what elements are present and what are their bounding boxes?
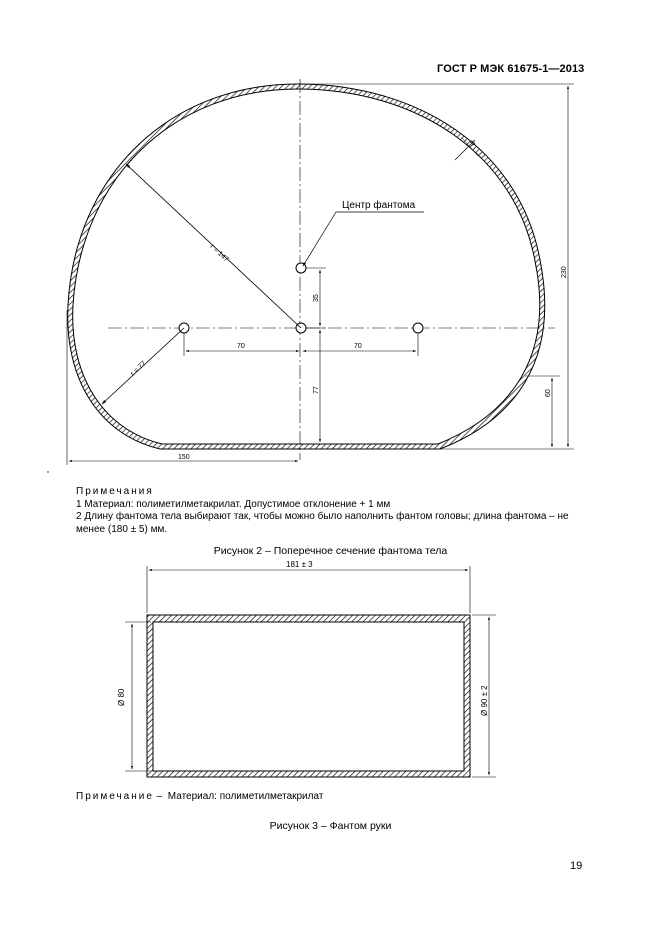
notes-title: Примечания [76,486,154,497]
dim-vert-77-label: 77 [313,386,320,394]
standard-header: ГОСТ Р МЭК 61675-1—2013 [437,63,585,75]
note-2: 2 Длину фантома тела выбирают так, чтобы можно было наполнить фантом головы; длина фантома – не менее (180 ± 5) мм. [76,511,569,535]
figure-3-note-dash: – [153,791,166,802]
radius-large-label: r = 147 [208,243,230,264]
hole-top [296,263,306,273]
figure-2-caption: Рисунок 2 – Поперечное сечение фантома тела [213,545,448,557]
dim-right-70-label: 70 [354,343,362,350]
page-number: 19 [570,860,583,872]
dim-outer-diameter-label: Ø 90 ± 2 [480,685,489,716]
figure-3-note-text: Материал: полиметилметакрилат [165,791,324,802]
center-lines [108,79,555,460]
callout-label: Центр фантома [342,200,416,211]
note-1: 1 Материал: полиметилметакрилат. Допустимое отклонение + 1 мм [76,499,391,510]
hole-right [413,323,423,333]
dim-width-150-label: 150 [178,454,190,461]
callout-leader [303,212,336,266]
dim-inner-diameter-label: Ø 80 [117,688,126,706]
figure-3-note-label: Примечание [76,791,154,802]
wall-label: 3 [469,139,478,148]
dim-height-60-label: 60 [545,389,552,397]
figure-3-note [76,791,323,802]
arm-phantom-wall [147,615,470,777]
radius-small-label: r = 77 [129,359,148,378]
dim-length-label: 181 ± 3 [286,560,313,569]
dim-left-70-label: 70 [237,343,245,350]
dim-vert-35-label: 35 [313,294,320,302]
figure-3-caption: Рисунок 3 – Фантом руки [269,820,392,832]
dim-height-230-label: 230 [561,266,568,278]
